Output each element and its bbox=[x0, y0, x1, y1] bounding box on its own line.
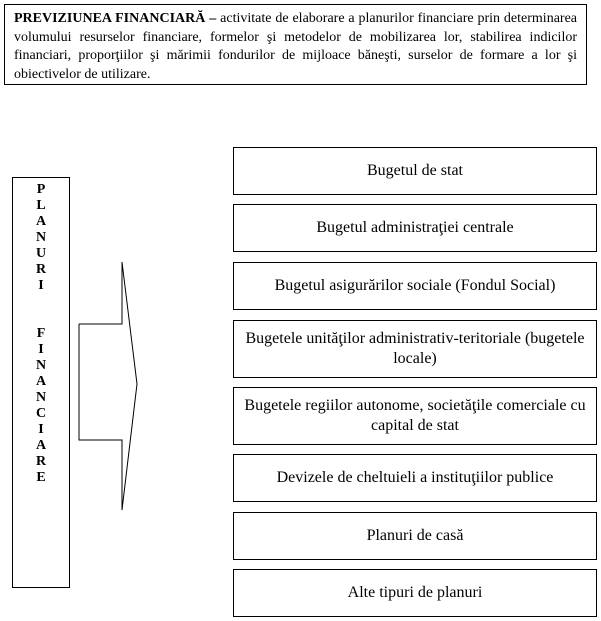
plan-box-bugetul-asigurarilor-sociale bbox=[233, 262, 597, 310]
vertical-letter: N bbox=[35, 390, 47, 405]
plan-box-bugetul-administratiei-centrale bbox=[233, 204, 597, 252]
vertical-letter: I bbox=[38, 278, 44, 293]
definition-text: activitate de elaborare a planurilor financiare prin determinarea volumului resurselor financiare, formelor şi metodelor de mobilizarea lor, stabilirea indicilor financiari, proporţiilor şi mărimii fondurilor de mijloace băneşti, surselor de formare a lor şi obiectivelor de utilizare. bbox=[14, 11, 577, 82]
vertical-letter: C bbox=[35, 406, 47, 421]
plan-box-bugetele-regiilor-autonome bbox=[233, 387, 597, 445]
plan-box-label: Devizele de cheltuieli a instituţiilor publice bbox=[276, 469, 554, 486]
plan-box-label: Bugetele unităţilor administrativ-teritoriale (bugetele locale) bbox=[245, 330, 585, 367]
vertical-letter: F bbox=[36, 326, 46, 341]
vertical-letter: A bbox=[35, 374, 47, 389]
plan-box-label: Bugetul de stat bbox=[367, 162, 463, 179]
plan-box-alte-tipuri-de-planuri bbox=[233, 569, 597, 617]
vertical-letter: A bbox=[35, 438, 47, 453]
vertical-letter: R bbox=[35, 454, 47, 469]
plan-box-bugetele-locale bbox=[233, 320, 597, 378]
vertical-letter: N bbox=[35, 358, 47, 373]
plan-box-label: Planuri de casă bbox=[366, 527, 464, 544]
plan-box-devizele-de-cheltuieli bbox=[233, 454, 597, 502]
vertical-letter: P bbox=[36, 182, 46, 197]
plan-box-label: Bugetul administraţiei centrale bbox=[316, 219, 514, 236]
plan-box-label: Bugetele regiilor autonome, societăţile comerciale cu capital de stat bbox=[244, 397, 586, 434]
plan-box-planuri-de-casa bbox=[233, 512, 597, 560]
vertical-letter: U bbox=[35, 246, 47, 261]
definition-term: PREVIZIUNEA FINANCIARĂ – bbox=[14, 11, 217, 26]
vertical-letter: R bbox=[35, 262, 47, 277]
vertical-letter: I bbox=[38, 422, 44, 437]
plan-box-bugetul-de-stat bbox=[233, 147, 597, 195]
plan-box-label: Alte tipuri de planuri bbox=[347, 584, 483, 601]
vertical-letter: L bbox=[36, 198, 46, 213]
vertical-letter: E bbox=[36, 470, 46, 485]
vertical-letter: A bbox=[35, 214, 47, 229]
vertical-letter: N bbox=[35, 230, 47, 245]
vertical-letter: I bbox=[38, 342, 44, 357]
plan-box-label: Bugetul asigurărilor sociale (Fondul Social) bbox=[274, 277, 556, 294]
